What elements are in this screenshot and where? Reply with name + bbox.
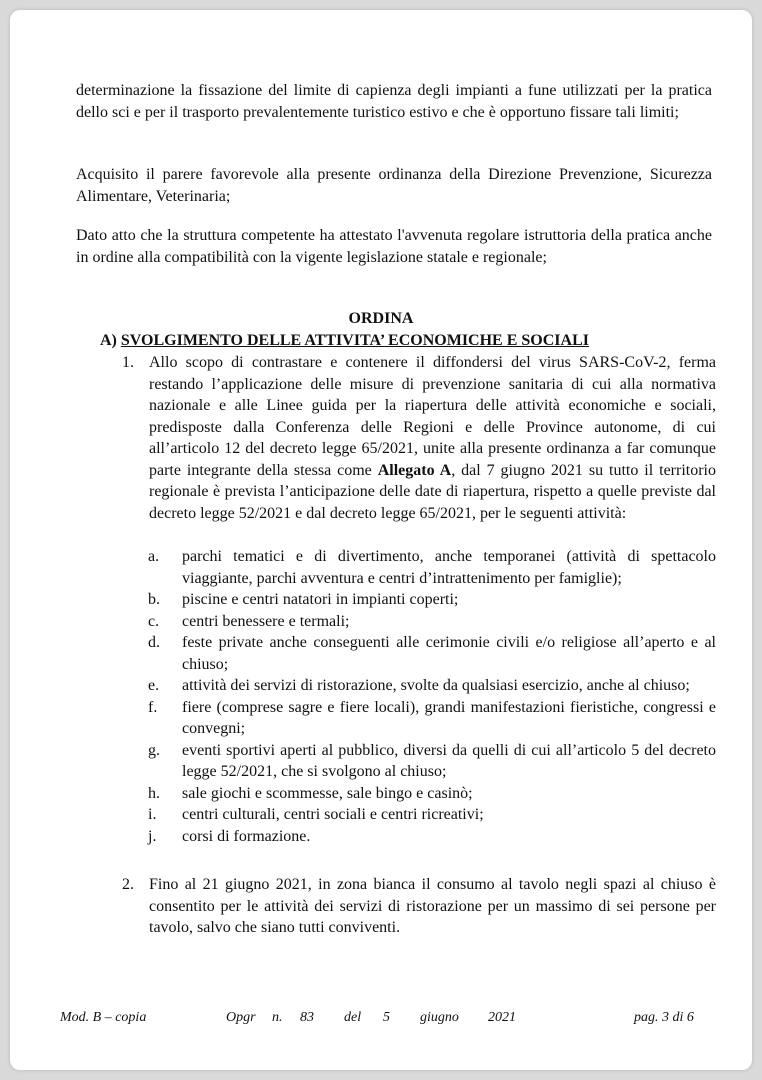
list-item-text: centri benessere e termali; — [182, 612, 350, 630]
list-item-letter: d. — [148, 634, 160, 651]
intro-paragraph-1: determinazione la fissazione del limite di capienza degli impianti a fune utilizzati per la pratica dello sci e per il trasporto prevalentemente turistico estivo e che è opportuno fissare tali limiti; — [76, 82, 712, 121]
item-text: Fino al 21 giugno 2021, in zona bianca il consumo al tavolo negli spazi al chiuso è consentito per le attività dei servizi di ristorazione per un massimo di sei persone per tavolo, salvo che siano tutti conviventi. — [149, 876, 716, 936]
section-title — [100, 330, 589, 352]
list-item-text: corsi di formazione. — [182, 827, 311, 845]
list-item-letter: i. — [148, 806, 157, 823]
list-item — [148, 804, 716, 826]
list-item-text: parchi tematici e di divertimento, anche temporanei (attività di spettacolo viaggiante, parchi avventura e centri d’intrattenimento per famiglie); — [182, 548, 716, 587]
document-page — [10, 10, 752, 1070]
footer-page: pag. 3 di 6 — [634, 1010, 694, 1025]
list-item-text: piscine e centri natatori in impianti coperti; — [182, 591, 459, 608]
activities-list — [148, 546, 716, 847]
intro-paragraph-2: Acquisito il parere favorevole alla presente ordinanza della Direzione Prevenzione, Sicurezza Alimentare, Veterinaria; — [76, 166, 712, 205]
list-item-letter: f. — [148, 698, 158, 716]
item-text-after: , dal 7 giugno 2021 su tutto il territorio regionale è prevista l’anticipazione delle date di riapertura, rispetto a quelle previste dal decreto legge 52/2021 e dal decreto legge 65/2021, per le seguenti attività: — [149, 461, 716, 522]
list-item — [148, 697, 716, 740]
list-item-text: attività dei servizi di ristorazione, svolte da qualsiasi esercizio, anche al chiuso; — [182, 677, 690, 694]
list-item-text: feste private anche conseguenti alle cerimonie civili e/o religiose all’aperto e al chiuso; — [182, 634, 716, 673]
footer-del: del — [344, 1010, 362, 1025]
footer-model: Mod. B – copia — [60, 1010, 147, 1025]
heading-ordina: ORDINA — [348, 310, 414, 327]
list-item — [148, 826, 716, 848]
footer-year: 2021 — [488, 1010, 516, 1025]
item-number: 1. — [122, 354, 134, 371]
footer-day: 5 — [383, 1010, 390, 1025]
list-item-letter: h. — [148, 784, 160, 802]
list-item-text: eventi sportivi aperti al pubblico, diversi da quelli di cui all’articolo 5 del decreto legge 52/2021, che si svolgono al chiuso; — [182, 741, 716, 780]
item-text — [149, 352, 716, 524]
list-item-letter: c. — [148, 612, 160, 630]
list-item-letter: b. — [148, 591, 160, 608]
item-text-bold: Allegato A — [377, 461, 452, 479]
section-prefix: A) — [100, 332, 121, 349]
list-item — [148, 632, 716, 675]
ordinance-item-1 — [122, 352, 716, 524]
footer-n-value: 83 — [300, 1010, 314, 1025]
list-item — [148, 675, 716, 697]
footer-opgr: Opgr — [226, 1010, 256, 1025]
list-item — [148, 546, 716, 589]
list-item-letter: j. — [148, 827, 157, 845]
list-item-text: centri culturali, centri sociali e centri ricreativi; — [182, 806, 484, 823]
ordinance-item-2 — [122, 874, 716, 939]
footer-month: giugno — [420, 1010, 459, 1025]
section-title-text: SVOLGIMENTO DELLE ATTIVITA’ ECONOMICHE E SOCIALI — [120, 332, 589, 349]
list-item-letter: a. — [148, 548, 160, 565]
item-text-before: Allo scopo di contrastare e contenere il diffondersi del virus SARS-CoV-2, ferma restando l’applicazione delle misure di prevenzione sanitaria di cui alla normativa nazionale e alle Linee guida per la riapertura delle attività economiche e sociali, predisposte dalla Conferenza delle Regioni e delle Province autonome, di cui all’articolo 12 del decreto legge 65/2021, unite alla presente ordinanza a far comunque parte integrante della stessa come — [149, 354, 716, 479]
item-number: 2. — [122, 876, 134, 893]
intro-paragraph-3: Dato atto che la struttura competente ha attestato l'avvenuta regolare istruttoria della pratica anche in ordine alla compatibilità con la vigente legislazione statale e regionale; — [76, 227, 712, 266]
list-item — [148, 611, 716, 633]
list-item — [148, 740, 716, 783]
list-item — [148, 783, 716, 805]
list-item-text: sale giochi e scommesse, sale bingo e casinò; — [182, 784, 473, 802]
list-item-text: fiere (comprese sagre e fiere locali), grandi manifestazioni fieristiche, congressi e convegni; — [182, 698, 716, 737]
list-item-letter: g. — [148, 741, 160, 759]
list-item-letter: e. — [148, 677, 160, 694]
page-footer — [10, 1010, 752, 1034]
footer-n-label: n. — [272, 1010, 283, 1025]
list-item — [148, 589, 716, 611]
